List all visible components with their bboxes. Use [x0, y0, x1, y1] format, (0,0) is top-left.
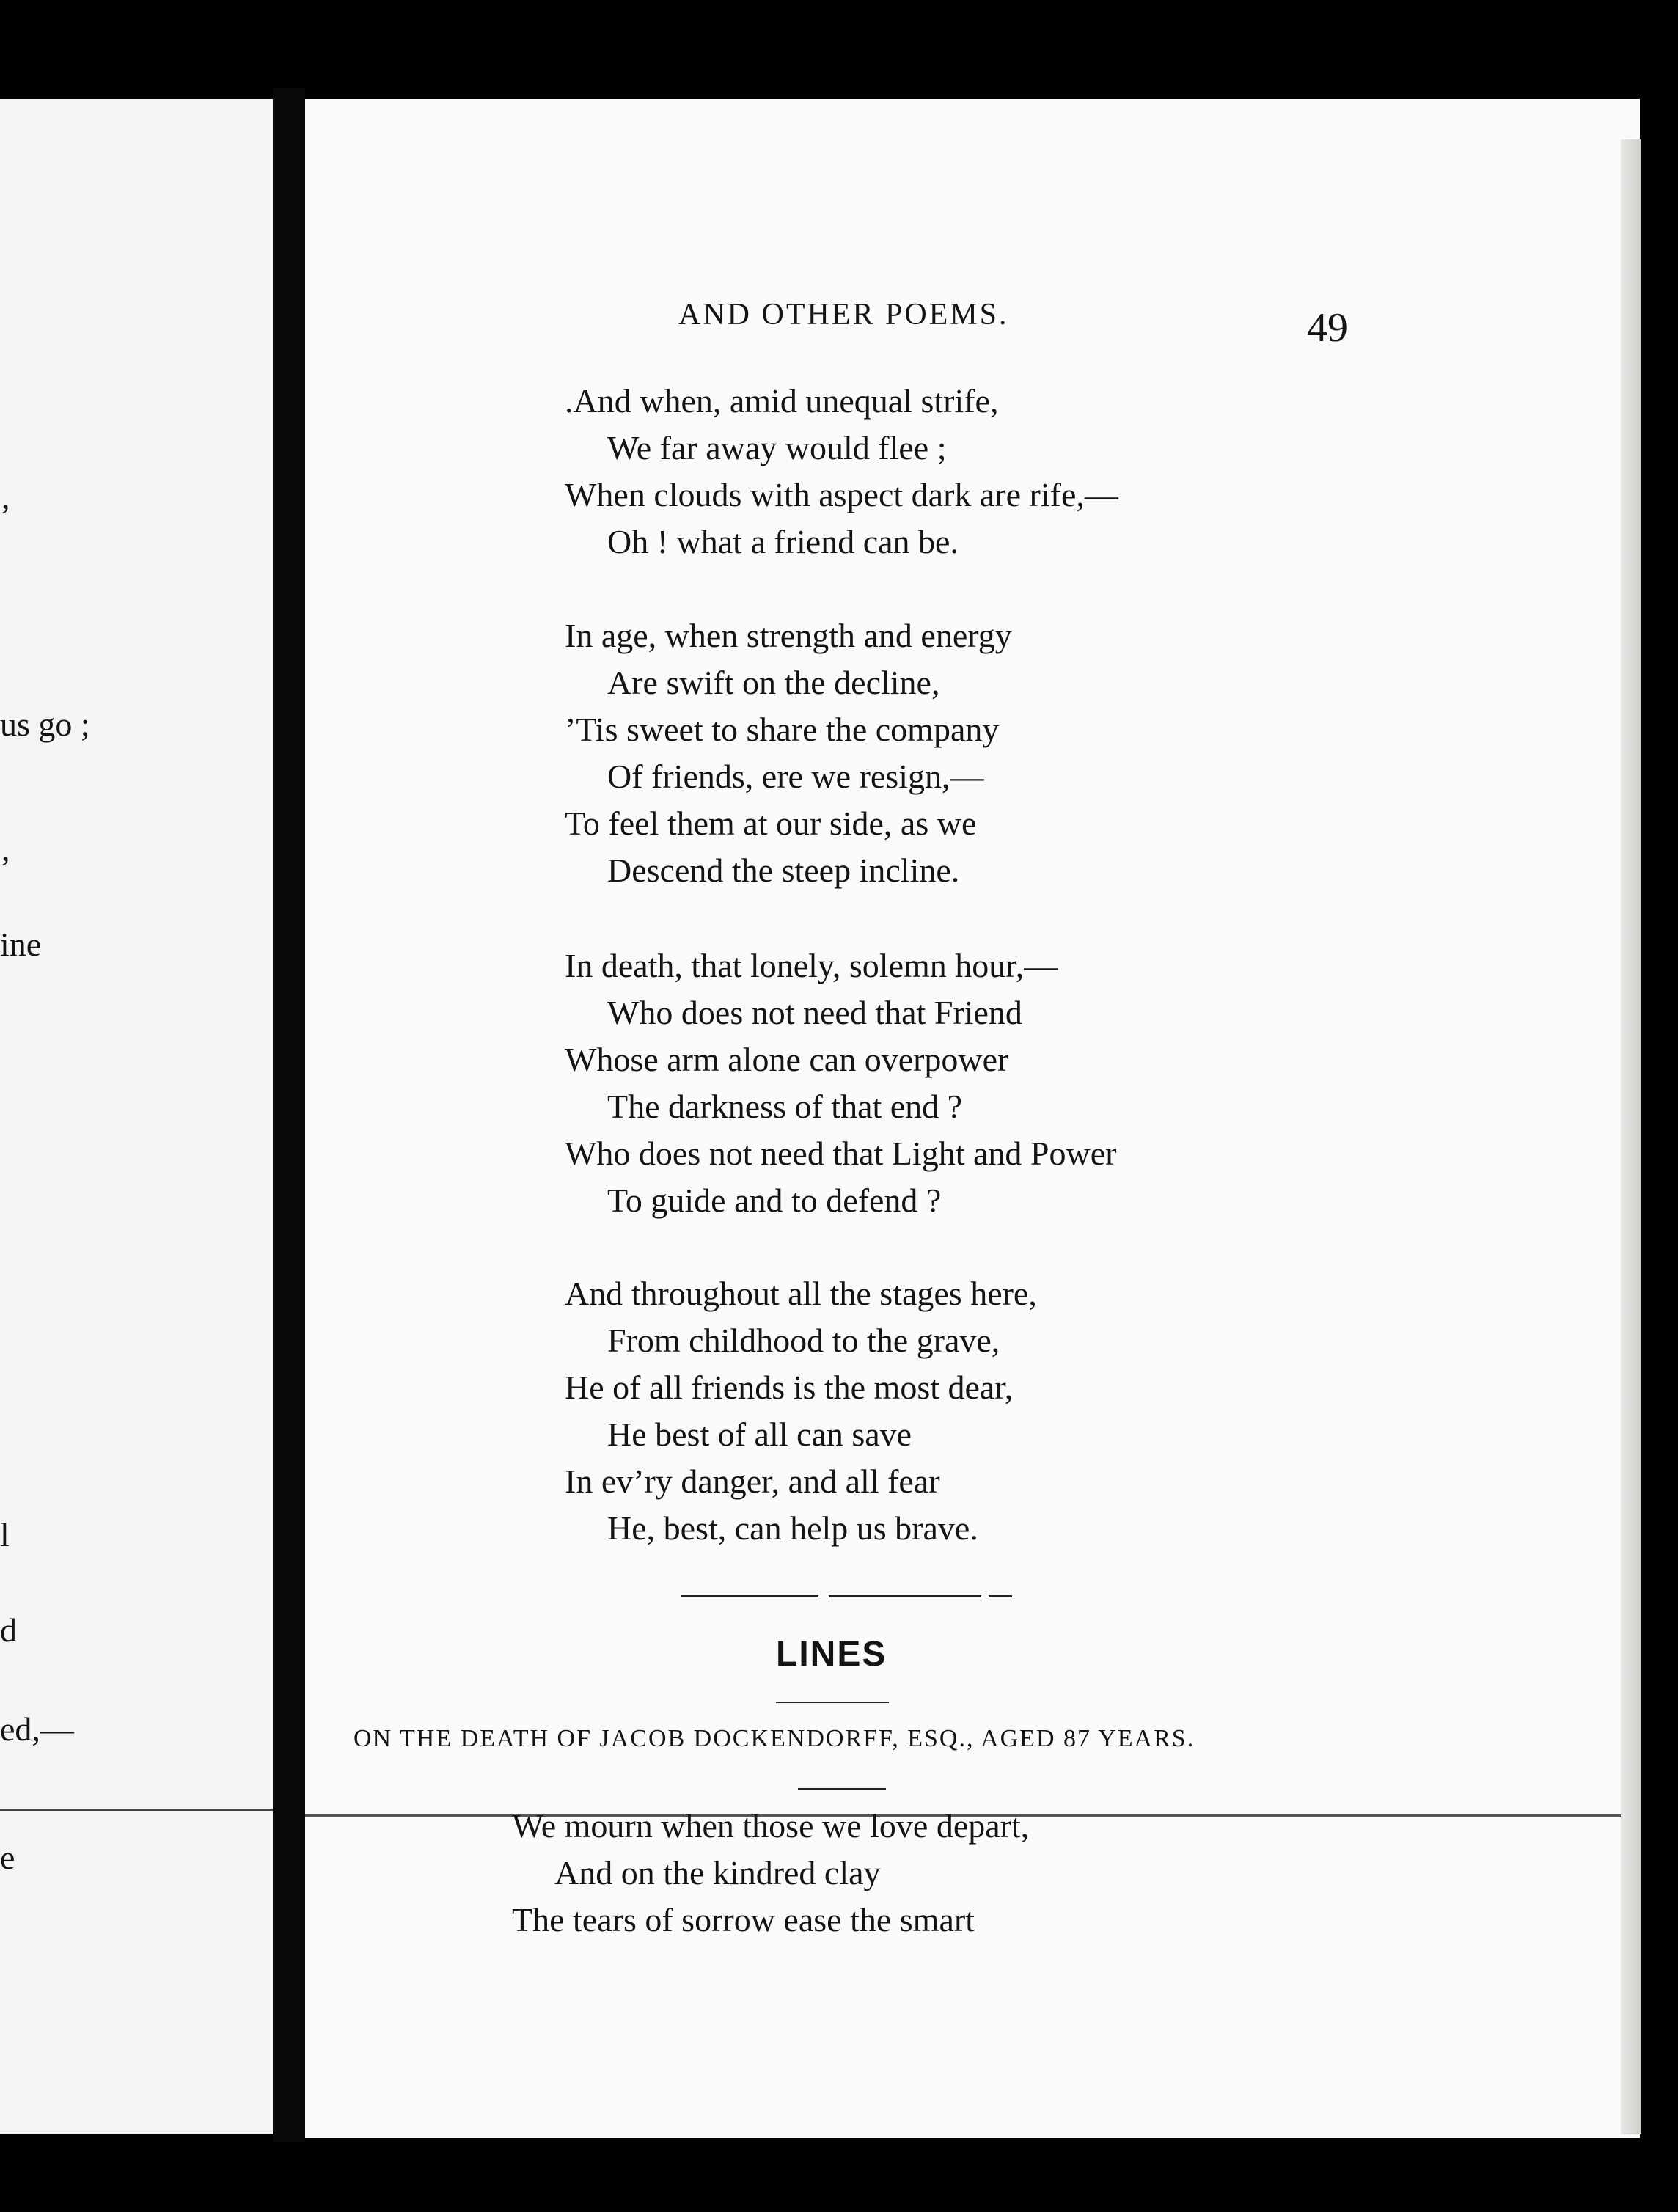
stanza	[565, 378, 1298, 565]
section-divider	[829, 1595, 981, 1597]
verse-line: To guide and to defend ?	[607, 1182, 942, 1219]
previous-page-fragment: ine	[0, 926, 42, 963]
poem-title: LINES	[776, 1635, 887, 1674]
verse-line: From childhood to the grave,	[607, 1322, 1000, 1359]
stanza	[512, 1803, 1245, 1944]
previous-page-fragment: ,	[1, 830, 10, 868]
verse-line: In age, when strength and energy	[565, 617, 1012, 654]
previous-page-fragment: us go ;	[0, 706, 90, 743]
verse-line: .And when, amid unequal strife,	[565, 382, 999, 420]
verse-line: Of friends, ere we resign,—	[607, 758, 984, 795]
previous-page-fragment: ed,—	[0, 1710, 74, 1748]
poem-subtitle: ON THE DEATH OF JACOB DOCKENDORFF, ESQ., AGED 87 YEARS.	[353, 1725, 1195, 1752]
page-edge	[1621, 139, 1641, 2134]
verse-line: Who does not need that Light and Power	[565, 1135, 1117, 1172]
previous-page-fragment: l	[0, 1516, 10, 1553]
previous-page-fragment: d	[0, 1611, 17, 1649]
verse-line: He best of all can save	[607, 1416, 912, 1453]
verse-line: Who does not need that Friend	[607, 994, 1022, 1031]
verse-line: And on the kindred clay	[554, 1854, 881, 1891]
verse-line: To feel them at our side, as we	[565, 805, 977, 842]
verse-line: Whose arm alone can overpower	[565, 1041, 1009, 1078]
stanza	[565, 942, 1298, 1224]
verse-line: The darkness of that end ?	[607, 1088, 963, 1125]
verse-line: Are swift on the decline,	[607, 664, 940, 701]
verse-line: He of all friends is the most dear,	[565, 1369, 1014, 1406]
previous-page-rule	[0, 1809, 273, 1811]
verse-line: Descend the steep incline.	[607, 852, 960, 889]
verse-line: The tears of sorrow ease the smart	[512, 1901, 975, 1938]
page-number: 49	[1307, 305, 1348, 351]
section-divider	[989, 1595, 1012, 1597]
section-divider	[681, 1595, 818, 1597]
stanza	[565, 1270, 1298, 1552]
previous-page-fragment: e	[0, 1839, 15, 1876]
verse-line: We far away would flee ;	[607, 429, 947, 466]
stanza	[565, 612, 1298, 894]
verse-line: And throughout all the stages here,	[565, 1275, 1037, 1312]
verse-line: We mourn when those we love depart,	[512, 1807, 1030, 1845]
verse-line: He, best, can help us brave.	[607, 1509, 978, 1547]
verse-line: In death, that lonely, solemn hour,—	[565, 947, 1058, 984]
verse-line: Oh ! what a friend can be.	[607, 523, 959, 560]
title-underline	[776, 1702, 889, 1703]
verse-line: In ev’ry danger, and all fear	[565, 1462, 940, 1500]
previous-page	[0, 99, 273, 2134]
previous-page-fragment: ,	[1, 478, 10, 516]
subtitle-rule	[798, 1788, 886, 1790]
verse-line: When clouds with aspect dark are rife,—	[565, 476, 1118, 513]
verse-line: ’Tis sweet to share the company	[565, 711, 1000, 748]
running-head: AND OTHER POEMS.	[678, 298, 1009, 332]
book-spine	[273, 88, 305, 2142]
